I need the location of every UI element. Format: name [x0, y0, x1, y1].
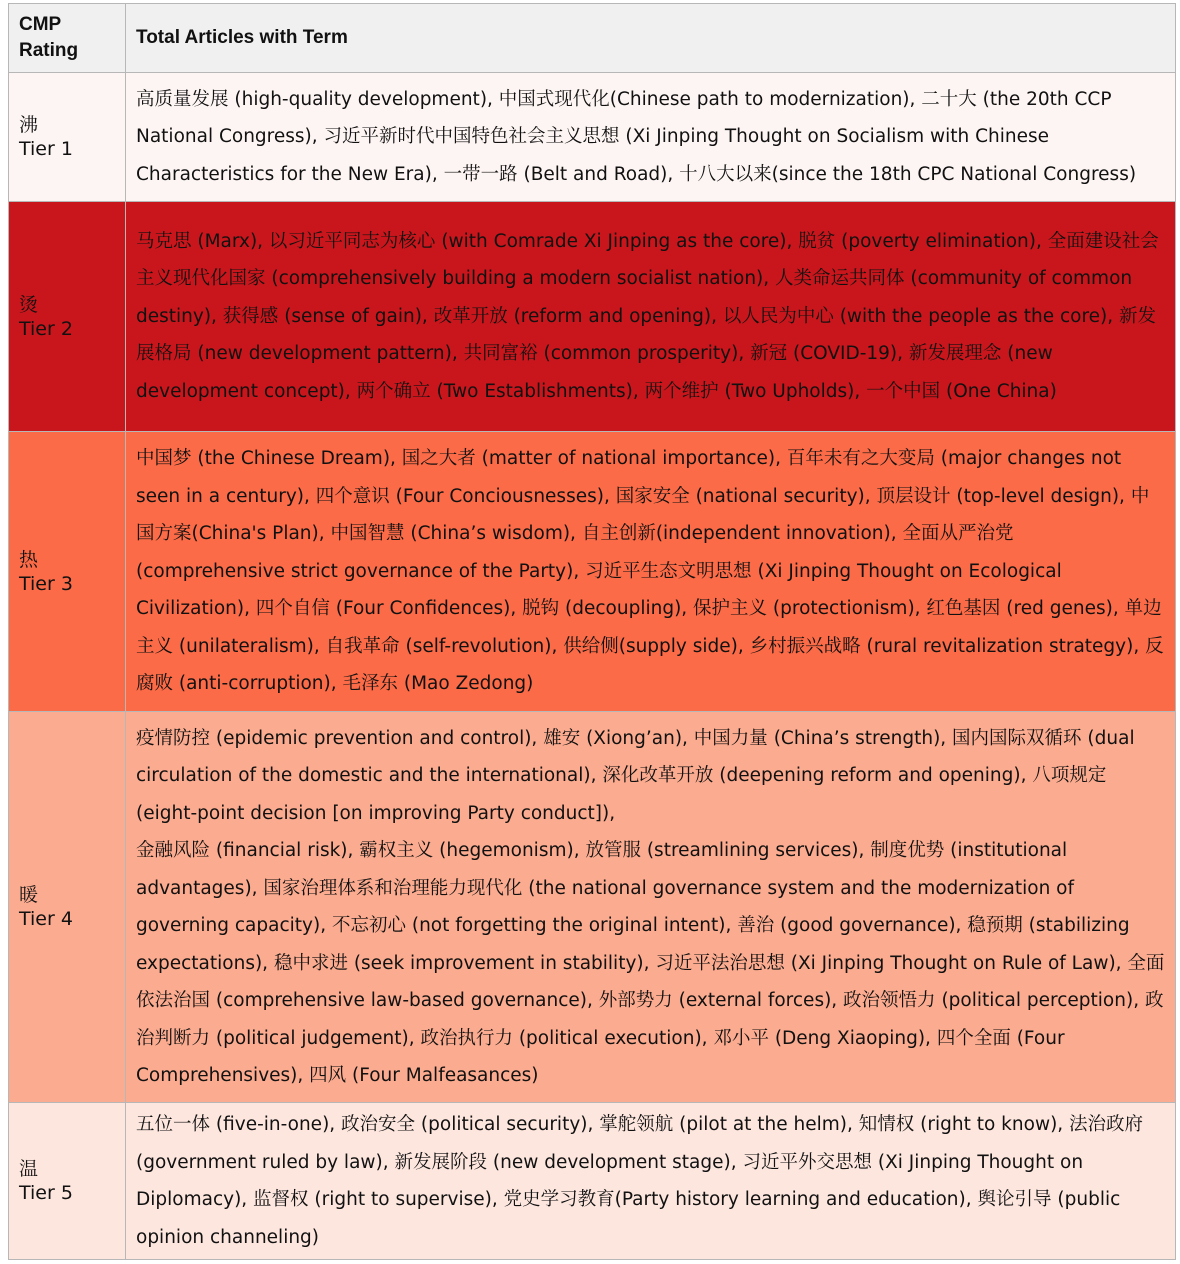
tier-4-terms-part-2: 金融风险 (financial risk), 霸权主义 (hegemonism), 放管服 (streamlining services), 制度优势 (institutional advantages), 国家治理体系和治理能力现代化 (the national governance system and the modernization of governing capacity), 不忘初心 (not forgetting the original intent), 善治 (good governance), 稳预期 (stabilizing expectations), 稳中求进 (seek improvement in stability), 习近平法治思想 (Xi Jinping Thought on Rule of Law), 全面依法治国 (comprehensive law-based governance), 外部势力 (external forces), 政治领悟力 (political perception), 政治判断力 (political judgement), 政治执行力 (political execution), 邓小平 (Deng Xiaoping), 四个全面 (Four Comprehensives), 四风 (Four Malfeasances)	[136, 840, 1165, 1086]
tier-3-terms: 中国梦 (the Chinese Dream), 国之大者 (matter of national importance), 百年未有之大变局 (major changes not seen in a century), 四个意识 (Four Conciousnesses), 国家安全 (national security), 顶层设计 (top-level design), 中国方案(China's Plan), 中国智慧 (China’s wisdom), 自主创新(independent innovation), 全面从严治党 (comprehensive strict governance of the Party), 习近平生态文明思想 (Xi Jinping Thought on Ecological Civilization), 四个自信 (Four Confidences), 脱钩 (decoupling), 保护主义 (protectionism), 红色基因 (red genes), 单边主义 (unilateralism), 自我革命 (self-revolution), 供给侧(supply side), 乡村振兴战略 (rural revitalization strategy), 反腐败 (anti-corruption), 毛泽东 (Mao Zedong)	[126, 432, 1176, 712]
tier-4-chinese-label: 暖	[19, 884, 39, 906]
tier-3-row	[9, 432, 1176, 712]
tier-2-rating	[9, 202, 126, 432]
tier-4-label: Tier 4	[19, 908, 73, 930]
tier-2-chinese-label: 烫	[19, 293, 39, 316]
tier-1-label: Tier 1	[19, 138, 73, 160]
header-row	[9, 4, 1176, 73]
tier-3-chinese-label: 热	[19, 548, 39, 571]
tier-1-row	[9, 73, 1176, 202]
header-rating: CMP Rating	[9, 4, 126, 73]
tier-5-rating	[9, 1103, 126, 1260]
tier-3-label: Tier 3	[19, 572, 73, 595]
tier-2-label: Tier 2	[19, 317, 73, 340]
tier-1-terms: 高质量发展 (high-quality development), 中国式现代化(Chinese path to modernization), 二十大 (the 20th CCP National Congress), 习近平新时代中国特色社会主义思想 (Xi Jinping Thought on Socialism with Chinese Characteristics for the New Era), 一带一路 (Belt and Road), 十八大以来(since the 18th CPC National Congress)	[126, 73, 1176, 202]
tier-3-rating	[9, 432, 126, 712]
tier-5-label: Tier 5	[19, 1182, 73, 1204]
tier-5-terms: 五位一体 (five-in-one), 政治安全 (political security), 掌舵领航 (pilot at the helm), 知情权 (right to know), 法治政府 (government ruled by law), 新发展阶段 (new development stage), 习近平外交思想 (Xi Jinping Thought on Diplomacy), 监督权 (right to supervise), 党史学习教育(Party history learning and education), 舆论引导 (public opinion channeling)	[126, 1103, 1176, 1260]
tier-4-terms	[126, 712, 1176, 1103]
tier-2-row	[9, 202, 1176, 432]
tier-2-terms: 马克思 (Marx), 以习近平同志为核心 (with Comrade Xi Jinping as the core), 脱贫 (poverty elimination), 全面建设社会主义现代化国家 (comprehensively building a modern socialist nation), 人类命运共同体 (community of common destiny), 获得感 (sense of gain), 改革开放 (reform and opening), 以人民为中心 (with the people as the core), 新发展格局 (new development pattern), 共同富裕 (common prosperity), 新冠 (COVID-19), 新发展理念 (new development concept), 两个确立 (Two Establishments), 两个维护 (Two Upholds), 一个中国 (One China)	[126, 202, 1176, 432]
tier-4-row	[9, 712, 1176, 1103]
tier-5-chinese-label: 温	[19, 1158, 39, 1180]
tier-1-rating	[9, 73, 126, 202]
tier-4-rating	[9, 712, 126, 1103]
header-terms: Total Articles with Term	[126, 4, 1176, 73]
terms-table	[8, 3, 1176, 1260]
tier-4-terms-part-1: 疫情防控 (epidemic prevention and control), 雄安 (Xiong’an), 中国力量 (China’s strength), 国内国际双循环 (dual circulation of the domestic and the international), 深化改革开放 (deepening reform and opening), 八项规定 (eight-point decision [on improving Party conduct]),	[136, 727, 1135, 824]
tier-1-chinese-label: 沸	[19, 114, 39, 136]
tier-5-row	[9, 1103, 1176, 1260]
